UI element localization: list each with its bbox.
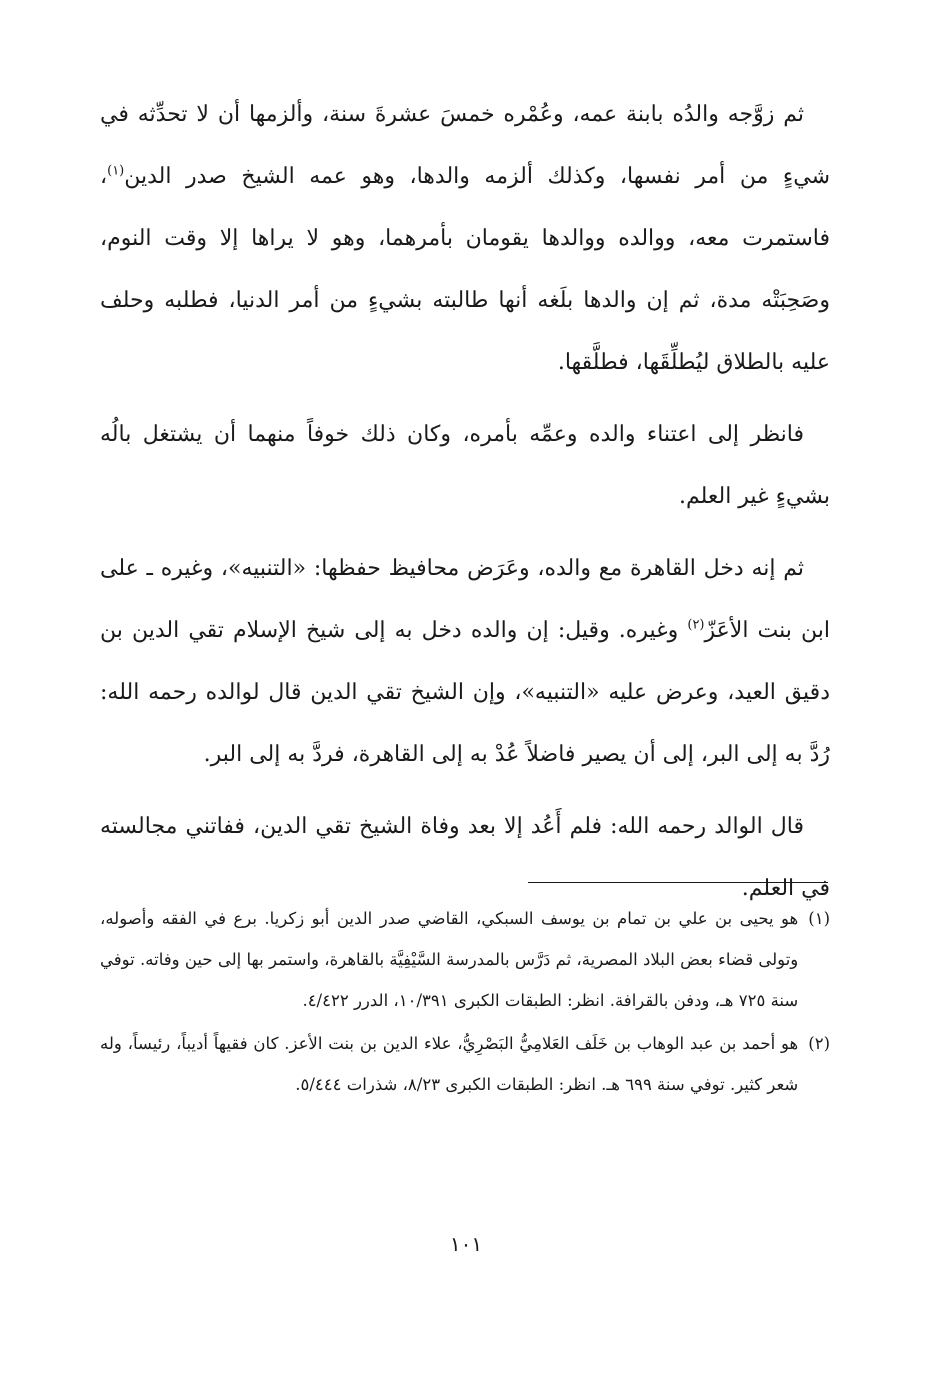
footnote-ref-1[interactable]: (١): [107, 163, 125, 179]
footnotes: [100, 898, 830, 1107]
paragraph-1-part-a: ثم زوَّجه والدُه بابنة عمه، وعُمْره خمسَ عشرةَ سنة، وألزمها أن لا تحدِّثه في شيءٍ من أمر نفسها، وكذلك ألزمه والدها، وهو عمه الشيخ صدر الدين: [100, 102, 830, 189]
footnote-1-number: (١): [808, 909, 830, 928]
paragraph-1-part-b: ، فاستمرت معه، ووالده ووالدها يقومان بأمرهما، وهو لا يراها إلا وقت النوم، وصَحِبَتْه مدة، ثم إن والدها بلَغه أنها طالبته بشيءٍ من أمر الدنيا، فطلبه وحلف عليه بالطلاق ليُطلِّقَها، فطلَّقها.: [100, 164, 830, 375]
footnote-2: [100, 1023, 830, 1105]
footnote-separator: [528, 882, 828, 883]
paragraph-4: قال الوالد رحمه الله: فلم أَعُد إلا بعد وفاة الشيخ تقي الدين، ففاتني مجالسته في العلم.: [100, 814, 830, 901]
footnote-1-text: هو يحيى بن علي بن تمام بن يوسف السبكي، القاضي صدر الدين أبو زكريا. برع في الفقه وأصوله، وتولى قضاء بعض البلاد المصرية، ثم دَرَّس بالمدرسة السَّيْفِيَّة بالقاهرة، واستمر بها إلى حين وفاته. توفي سنة ٧٢٥ هـ، ودفن بالقرافة. انظر: الطبقات الكبرى ١٠/٣٩١، الدرر ٤/٤٢٢.: [100, 909, 799, 1010]
paragraph-2: فانظر إلى اعتناء والده وعمِّه بأمره، وكان ذلك خوفاً منهما أن يشتغل بالُه بشيءٍ غير العلم.: [100, 422, 830, 509]
paragraph-1: [100, 84, 830, 394]
paragraph-3-part-b: وغيره. وقيل: إن والده دخل به إلى شيخ الإسلام تقي الدين بن دقيق العيد، وعرض عليه «التنبيه»، وإن الشيخ تقي الدين قال لوالده رحمه الله: رُدَّ به إلى البر، إلى أن يصير فاضلاً عُدْ به إلى القاهرة، فردَّ به إلى البر.: [100, 618, 830, 767]
main-text: [100, 84, 830, 930]
paragraph-3-part-a: ثم إنه دخل القاهرة مع والده، وعَرَض محافيظ حفظها: «التنبيه»، وغيره ـ على ابن بنت الأعَزّ: [100, 556, 830, 643]
footnote-ref-2[interactable]: (٢): [687, 617, 705, 633]
footnote-2-number: (٢): [808, 1034, 830, 1053]
paragraph-3: [100, 538, 830, 786]
page-number: ١٠١: [449, 1232, 483, 1256]
footnote-1: [100, 898, 830, 1021]
footnote-2-text: هو أحمد بن عبد الوهاب بن خَلَف العَلامِيُّ البَصْرِيُّ، علاء الدين بن بنت الأعز. كان فقيهاً أديباً، رئيساً، وله شعر كثير. توفي سنة ٦٩٩ هـ. انظر: الطبقات الكبرى ٨/٢٣، شذرات ٥/٤٤٤.: [100, 1034, 799, 1094]
